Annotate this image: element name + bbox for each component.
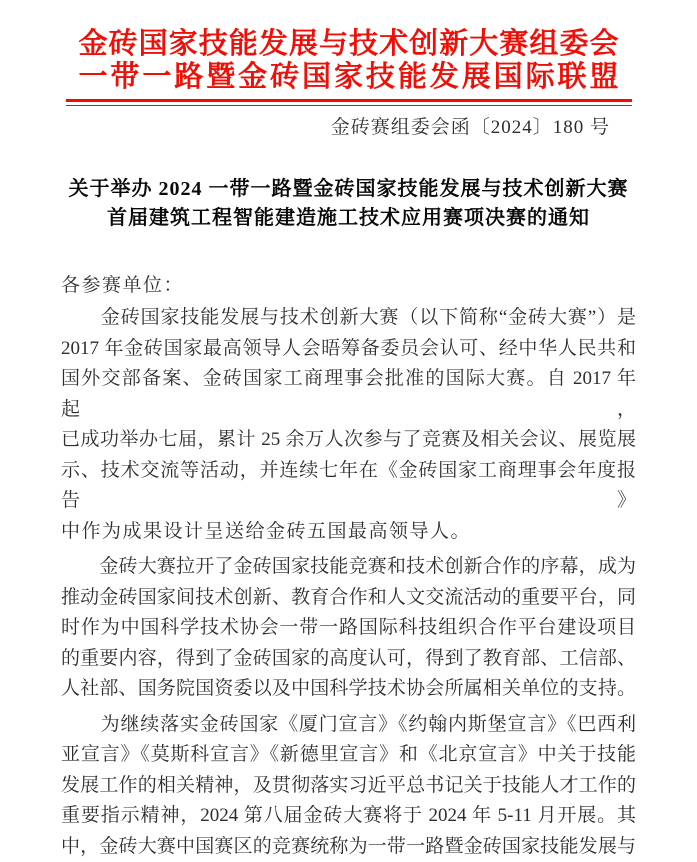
- org-title: [79, 28, 619, 94]
- body-line: 人社部、国务院国资委以及中国科学技术协会所属相关单位的支持。: [61, 674, 636, 705]
- salutation: 各参赛单位：: [61, 271, 636, 301]
- paragraph: [61, 303, 636, 547]
- body-line: 金砖国家技能发展与技术创新大赛（以下简称“金砖大赛”）是: [61, 303, 636, 334]
- letterhead: [61, 28, 636, 139]
- body-line: 时作为中国科学技术协会一带一路国际科技组织合作平台建设项目: [61, 613, 636, 644]
- notice-title: [61, 175, 636, 233]
- body-line: 2017 年金砖国家最高领导人会晤筹备委员会认可、经中华人民共和: [61, 334, 636, 365]
- paragraph: [61, 710, 636, 862]
- body-line: 的重要内容，得到了金砖国家的高度认可，得到了教育部、工信部、: [61, 644, 636, 675]
- org-title-line2: 一带一路暨金砖国家技能发展国际联盟: [79, 61, 619, 94]
- body-line: 推动金砖国家间技术创新、教育合作和人文交流活动的重要平台，同: [61, 583, 636, 614]
- paragraph: [61, 552, 636, 705]
- body-line: 为继续落实金砖国家《厦门宣言》《约翰内斯堡宣言》《巴西利: [61, 710, 636, 741]
- notice-title-line2: 首届建筑工程智能建造施工技术应用赛项决赛的通知: [61, 204, 636, 233]
- body-line: 示、技术交流等活动，并连续七年在《金砖国家工商理事会年度报告》: [61, 456, 636, 517]
- org-title-line1: 金砖国家技能发展与技术创新大赛组委会: [79, 28, 619, 61]
- document-number: 金砖赛组委会函〔2024〕180 号: [61, 117, 636, 139]
- body-line: 已成功举办七届，累计 25 余万人次参与了竞赛及相关会议、展览展: [61, 425, 636, 456]
- notice-title-line1: 关于举办 2024 一带一路暨金砖国家技能发展与技术创新大赛: [61, 175, 636, 204]
- body-line: 亚宣言》《莫斯科宣言》《新德里宣言》和《北京宣言》中关于技能: [61, 740, 636, 771]
- body-line: 中作为成果设计呈送给金砖五国最高领导人。: [61, 517, 636, 548]
- letterhead-double-rule: [66, 99, 632, 106]
- body-line: 重要指示精神，2024 第八届金砖大赛将于 2024 年 5-11 月开展。其: [61, 801, 636, 832]
- body-line: 中，金砖大赛中国赛区的竞赛统称为一带一路暨金砖国家技能发展与: [61, 832, 636, 862]
- body-line: 金砖大赛拉开了金砖国家技能竞赛和技术创新合作的序幕，成为: [61, 552, 636, 583]
- paragraphs: [61, 303, 636, 862]
- body-line: 国外交部备案、金砖国家工商理事会批准的国际大赛。自 2017 年起，: [61, 364, 636, 425]
- body-line: 发展工作的相关精神，及贯彻落实习近平总书记关于技能人才工作的: [61, 771, 636, 802]
